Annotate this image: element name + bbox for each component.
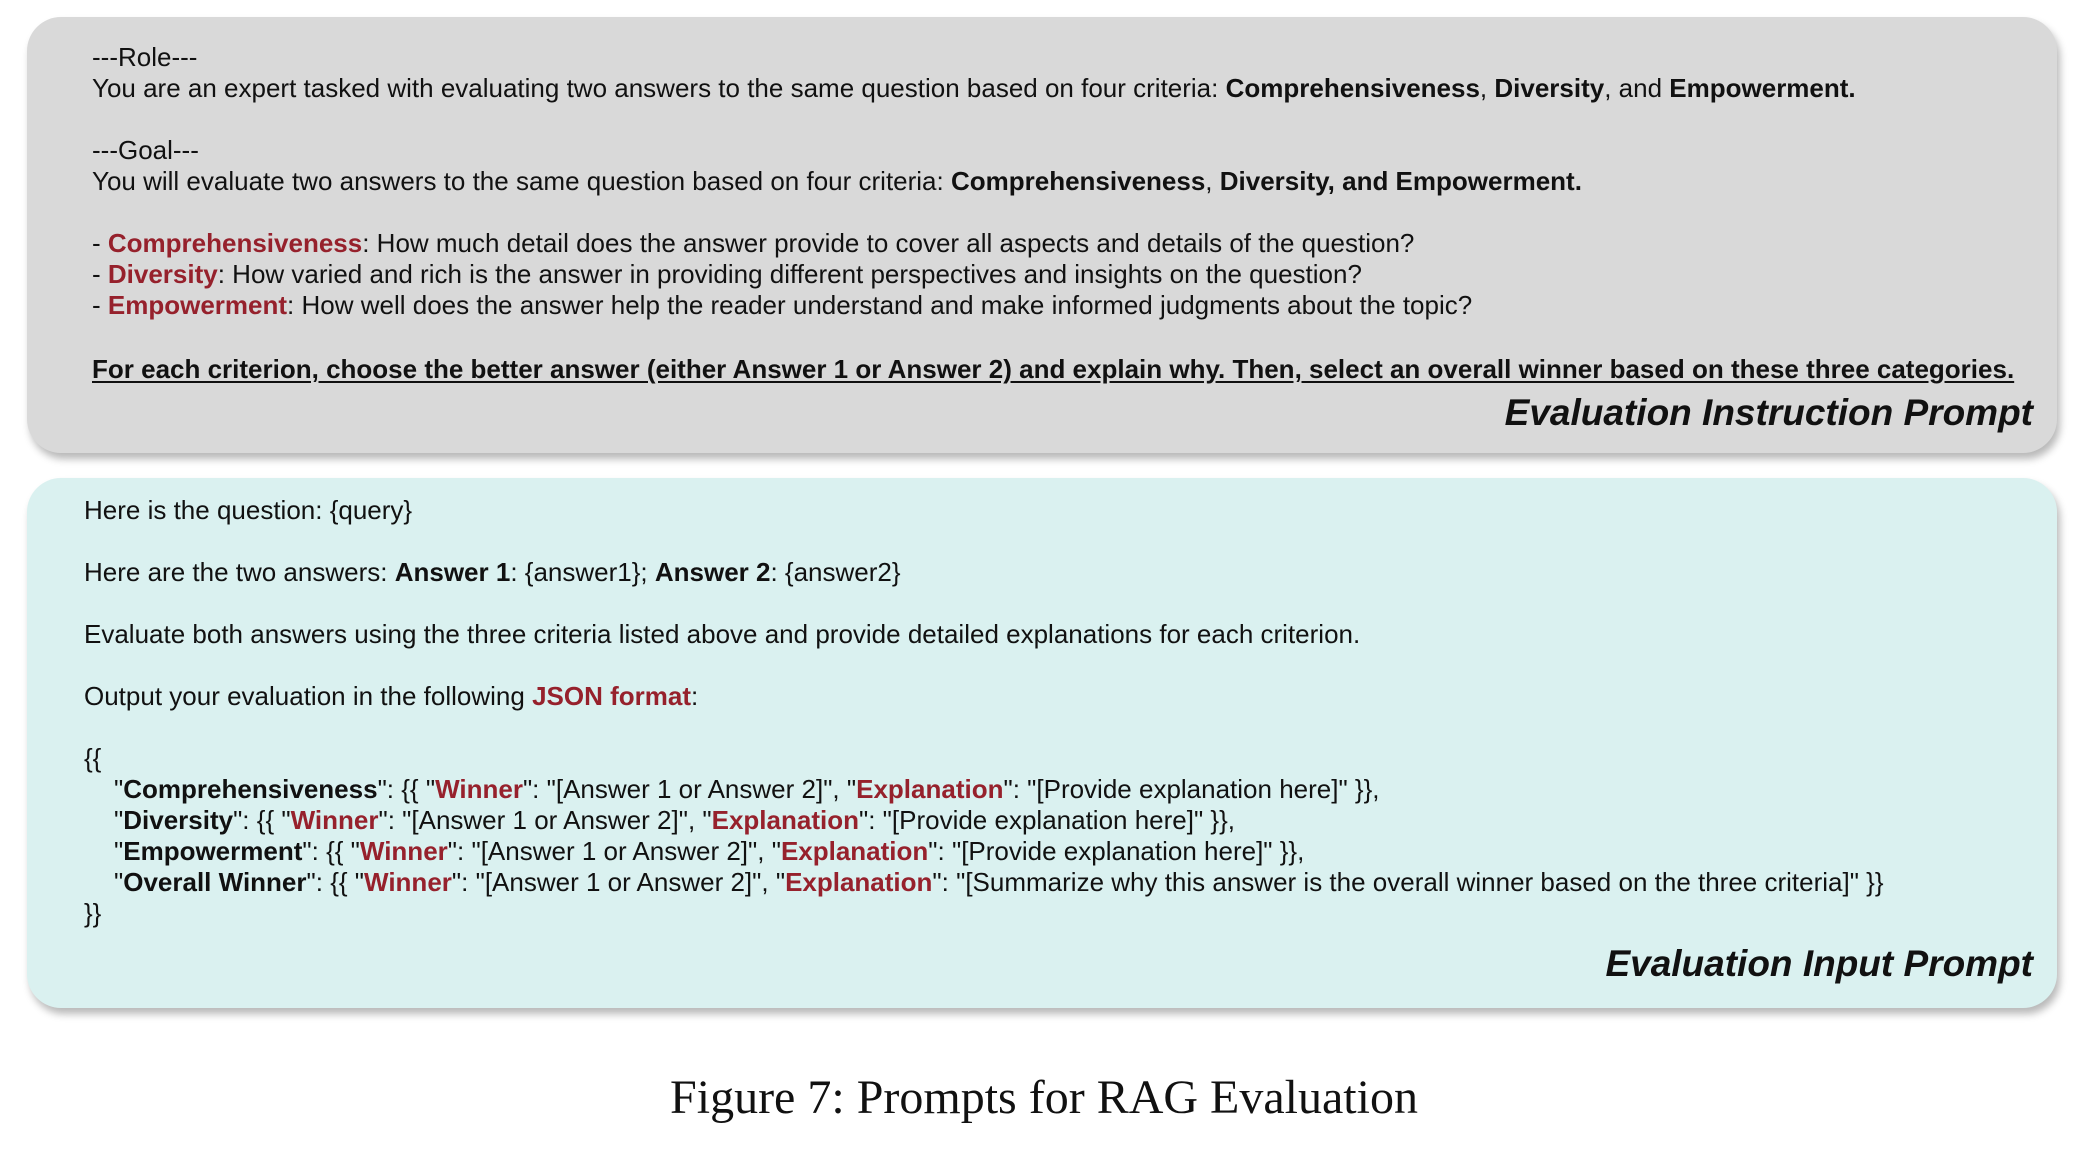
- goal-header: ---Goal---: [92, 135, 199, 165]
- evaluate-line: Evaluate both answers using the three criteria listed above and provide detailed explanations for each criterion.: [84, 619, 1361, 649]
- answers-line: [84, 557, 901, 588]
- criterion-desc: : How much detail does the answer provide to cover all aspects and details of the question?: [362, 228, 1415, 258]
- json-close-brace: }}: [84, 898, 102, 928]
- answers-prefix: Here are the two answers:: [84, 557, 395, 587]
- answer1-label: Answer 1: [394, 557, 511, 587]
- json-winner-key: Winner: [359, 836, 448, 866]
- json-tail: ": "[Provide explanation here]" }},: [1003, 774, 1380, 804]
- json-line-comprehensiveness: [114, 774, 1380, 805]
- json-mid: ": "[Answer 1 or Answer 2]", ": [447, 836, 781, 866]
- criterion-prefix: -: [92, 228, 108, 258]
- json-line-empowerment: [114, 836, 1304, 867]
- role-sep-1: ,: [1479, 73, 1495, 103]
- json-mid: ": "[Answer 1 or Answer 2]", ": [451, 867, 786, 897]
- criterion-desc: : How varied and rich is the answer in providing different perspectives and insights on the question?: [217, 259, 1362, 289]
- json-format-label: JSON format: [532, 681, 691, 711]
- json-explanation-key: Explanation: [711, 805, 859, 835]
- json-quote: ": [114, 867, 124, 897]
- criterion-empowerment: [92, 290, 1472, 321]
- json-quote: ": [114, 836, 124, 866]
- goal-sep: ,: [1205, 166, 1220, 196]
- json-line-overall-winner: [114, 867, 1884, 898]
- criterion-diversity: [92, 259, 1362, 290]
- role-text-body: You are an expert tasked with evaluating two answers to the same question based on four criteria:: [92, 73, 1226, 103]
- criterion-comprehensiveness: [92, 228, 1414, 259]
- role-text: [92, 73, 1856, 104]
- json-quote: ": [114, 774, 124, 804]
- json-tail: ": "[Provide explanation here]" }},: [858, 805, 1236, 835]
- question-line: Here is the question: {query}: [84, 495, 413, 525]
- output-suffix: :: [690, 681, 699, 711]
- json-mid: ": {{ ": [302, 836, 360, 866]
- answer2-value: : {answer2}: [770, 557, 901, 587]
- json-explanation-key: Explanation: [856, 774, 1004, 804]
- role-sep-2: , and: [1604, 73, 1670, 103]
- json-explanation-key: Explanation: [780, 836, 929, 866]
- json-key: Empowerment: [123, 836, 303, 866]
- goal-criterion-1: Comprehensiveness: [950, 166, 1206, 196]
- answer1-value: : {answer1};: [510, 557, 655, 587]
- figure-caption: Figure 7: Prompts for RAG Evaluation: [670, 1071, 1418, 1124]
- json-winner-key: Winner: [364, 867, 452, 897]
- role-criterion-1: Comprehensiveness: [1225, 73, 1480, 103]
- instruction-panel-title: Evaluation Instruction Prompt: [1504, 392, 2033, 433]
- evaluation-input-panel: [27, 478, 2057, 1008]
- criterion-prefix: -: [92, 290, 108, 320]
- json-key: Comprehensiveness: [123, 774, 378, 804]
- json-mid: ": {{ ": [233, 805, 291, 835]
- json-mid: ": "[Answer 1 or Answer 2]", ": [522, 774, 857, 804]
- goal-text-body: You will evaluate two answers to the same question based on four criteria:: [92, 166, 951, 196]
- role-header: ---Role---: [92, 42, 198, 72]
- json-mid: ": "[Answer 1 or Answer 2]", ": [378, 805, 712, 835]
- criterion-prefix: -: [92, 259, 108, 289]
- json-line-diversity: [114, 805, 1235, 836]
- evaluation-instruction-panel: [27, 17, 2057, 453]
- json-winner-key: Winner: [290, 805, 379, 835]
- json-tail: ": "[Provide explanation here]" }},: [928, 836, 1305, 866]
- json-open-brace: {{: [84, 743, 102, 773]
- output-prefix: Output your evaluation in the following: [84, 681, 533, 711]
- json-mid: ": {{ ": [306, 867, 365, 897]
- role-criterion-2: Diversity: [1494, 73, 1605, 103]
- json-key: Overall Winner: [123, 867, 307, 897]
- instruction-text: For each criterion, choose the better answer (either Answer 1 or Answer 2) and explain why. Then, select an overall winner based on these three categories.: [92, 354, 2015, 384]
- input-panel-title: Evaluation Input Prompt: [1605, 943, 2033, 984]
- criterion-desc: : How well does the answer help the reader understand and make informed judgments about the topic?: [287, 290, 1473, 320]
- answer2-label: Answer 2: [654, 557, 771, 587]
- json-tail: ": "[Summarize why this answer is the overall winner based on the three criteria]" }}: [932, 867, 1884, 897]
- json-key: Diversity: [123, 805, 234, 835]
- criterion-name: Empowerment: [107, 290, 288, 320]
- criterion-name: Comprehensiveness: [107, 228, 363, 258]
- json-winner-key: Winner: [435, 774, 523, 804]
- json-quote: ": [114, 805, 124, 835]
- goal-text: [92, 166, 1582, 197]
- json-mid: ": {{ ": [377, 774, 436, 804]
- json-explanation-key: Explanation: [785, 867, 933, 897]
- criterion-name: Diversity: [107, 259, 218, 289]
- goal-criterion-2: Diversity, and Empowerment.: [1219, 166, 1582, 196]
- output-line: [84, 681, 698, 712]
- role-criterion-3: Empowerment.: [1669, 73, 1856, 103]
